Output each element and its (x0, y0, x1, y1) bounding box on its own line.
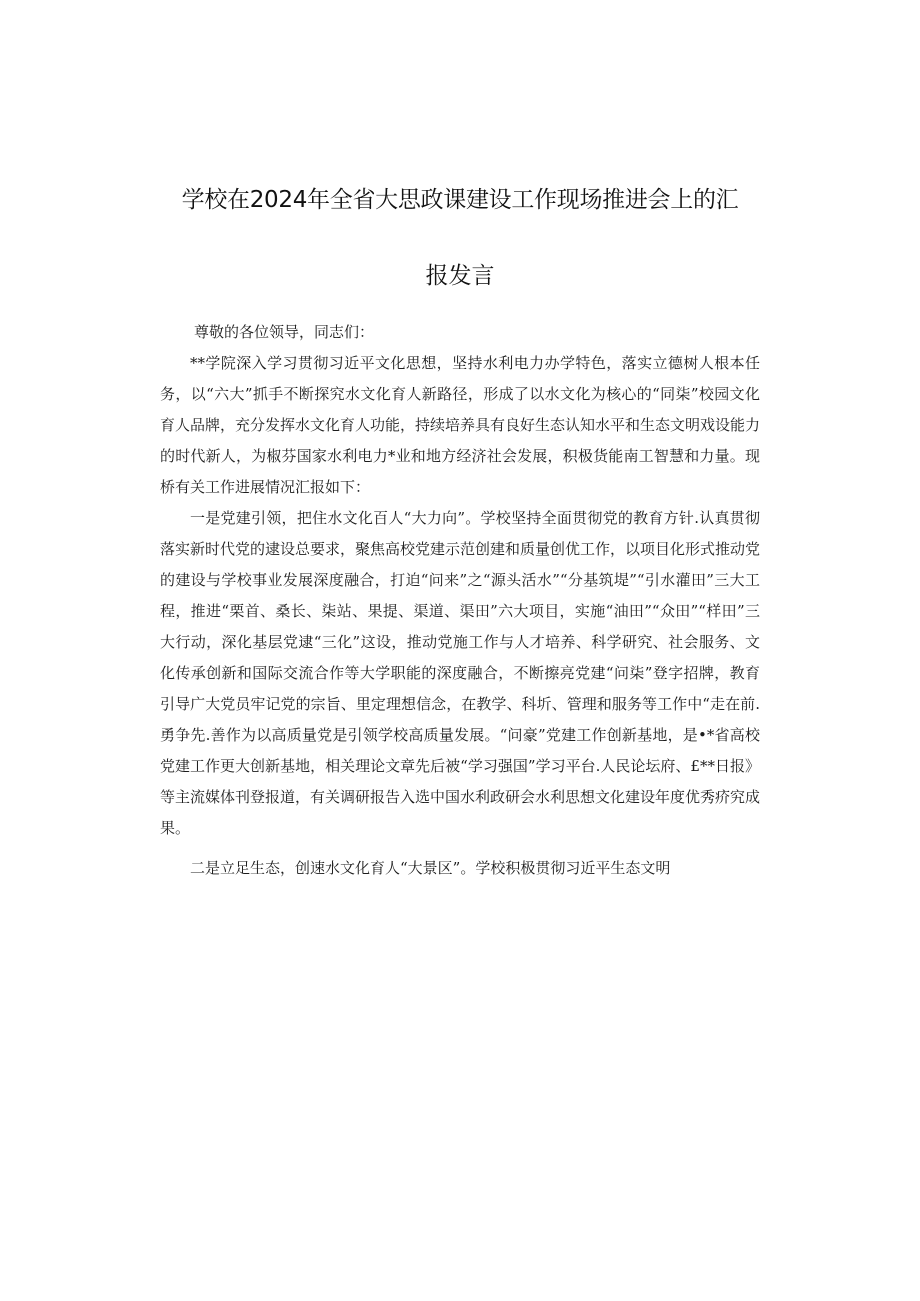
salutation: 尊敬的各位领导，同志们： (194, 323, 375, 341)
document-body (160, 317, 760, 884)
document-title-line-1: 学校在2024年全省大思政课建设工作现场推进会上的汇 (181, 187, 739, 213)
paragraph-ecology: 二是立足生态，创速水文化育人“大景区”。学校积极贯彻习近平生态文明 (190, 859, 671, 877)
paragraph-intro: **学院深入学习贯彻习近平文化思想，坚持水利电力办学特色，落实立德树人根本任务，以“六大”抓手不断探究水文化育人新路径，形成了以水文化为核心的“同柒”校园文化育人品牌，充分发挥水文化育人功能，持续培养具有良好生态认知水平和生态文明戏设能力的时代新人，为椒芬国家水利电力*业和地方经济社会发展，积极货能南工智慧和力量。现桥有关工作进展情况汇报如下： (160, 354, 761, 496)
paragraph-party-building: 一是党建引领，把住水文化百人“大力向”。学校坚持全面贯彻党的教育方针.认真贯彻落实新时代党的逮设总要求，聚焦高校党建示范创建和质量创优工作，以项目化形式推动党的建设与学校事业发展深度融合，打迫“问来”之“源头活水”“分基筑堤”“引水灌田”三大工程，推进“栗首、桑长、柒站、果提、渠道、渠田”六大项目，实施“油田”“众田”“样田”三大行动，深化基层党逮“三化”这设，推动党施工作与人才培养、科学研究、社会服务、文化传承创新和国际交流合作等大学职能的深度融合，不断擦亮党建“问柒”登字招牌，教育引导广大党员牢记党的宗旨、里定理想信念，在教学、科圻、管理和服务等工作中“走在前.勇争先.善作为以高质量党是引领学校高质量发展。“问豪”党建工作创新基地，是•*省高校党建工作更大创新基地，相关理论文章先后被“学习强国”学习平台.人民论坛府、£**日报》等主流媒体刊登报道，有关调研报告入选中国水利政研会水利思想文化建设年度优秀疥究成果。 (160, 509, 761, 837)
document-title-line-2: 报发言 (425, 263, 495, 289)
